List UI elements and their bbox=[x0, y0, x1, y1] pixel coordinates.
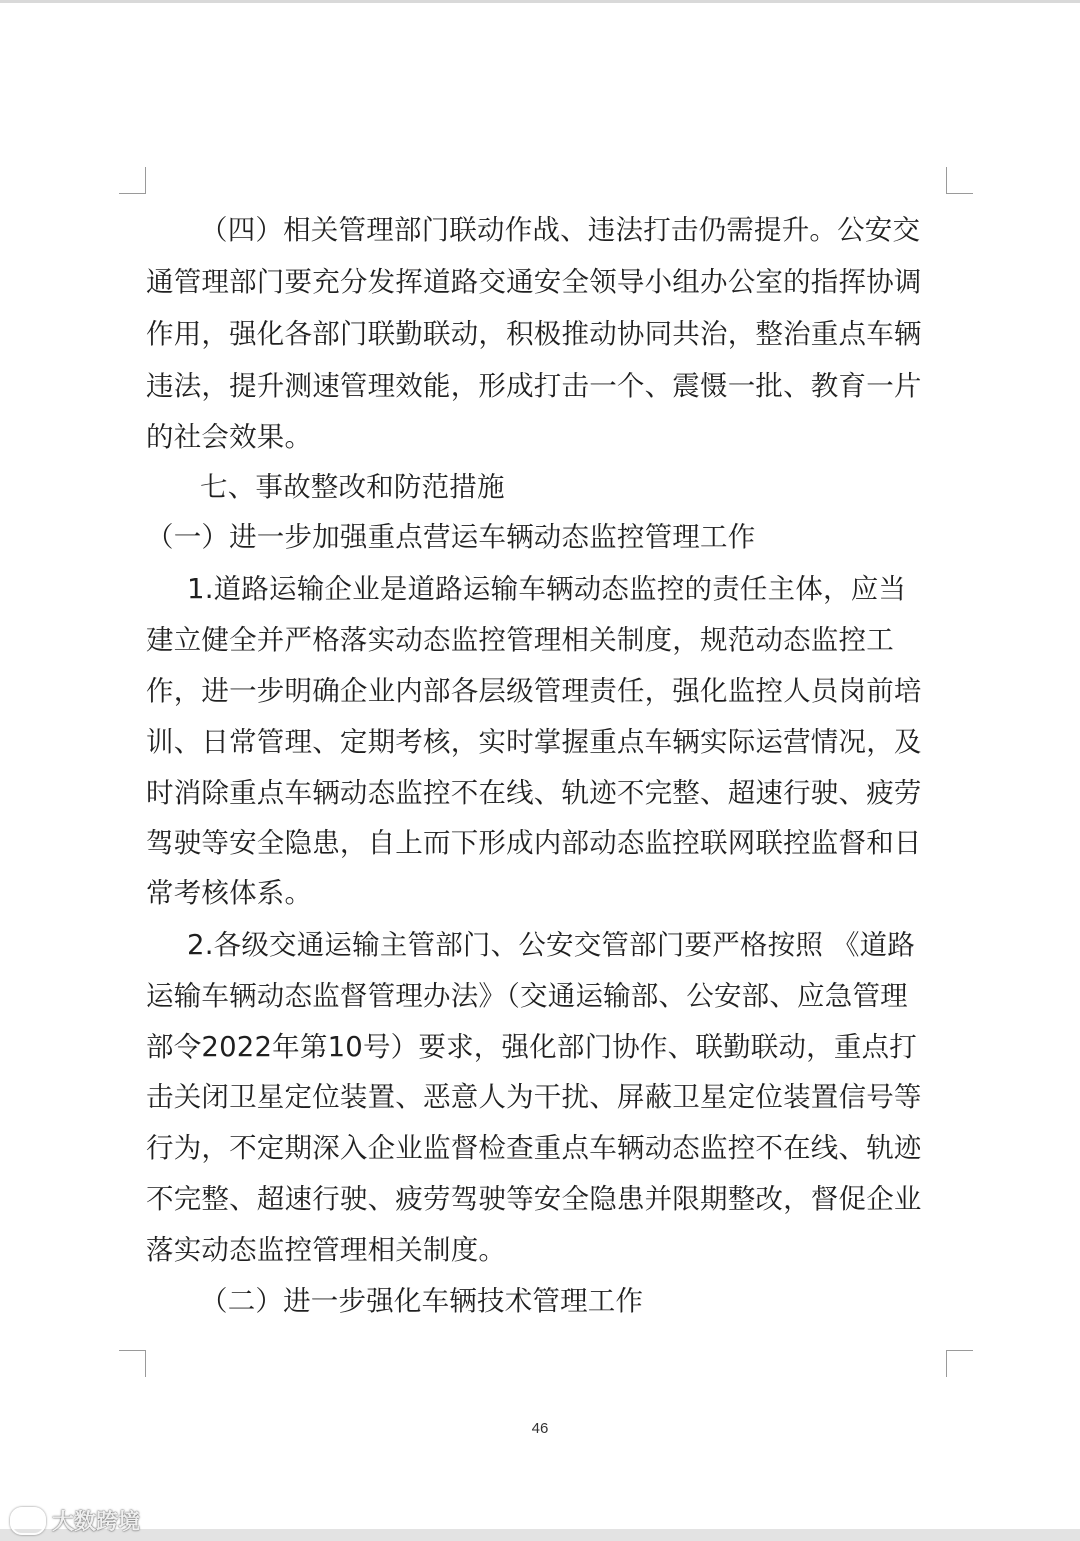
paragraph-line: 驾驶等安全隐患，自上而下形成内部动态监控联网联控监督和日 bbox=[146, 827, 922, 859]
page-bottom-edge bbox=[0, 1529, 1080, 1541]
watermark bbox=[10, 1505, 140, 1536]
paragraph-line: 部令2022年第10号）要求，强化部门协作、联勤联动，重点打 bbox=[146, 1031, 917, 1063]
paragraph-line: 时消除重点车辆动态监控不在线、轨迹不完整、超速行驶、疲劳 bbox=[146, 777, 922, 809]
paragraph-line: 1.道路运输企业是道路运输车辆动态监控的责任主体，应当 bbox=[187, 573, 907, 605]
watermark-logo-icon bbox=[10, 1507, 46, 1535]
paragraph-line: 通管理部门要充分发挥道路交通安全领导小组办公室的指挥协调 bbox=[146, 266, 922, 298]
paragraph-line: （四）相关管理部门联动作战、违法打击仍需提升。公安交 bbox=[200, 214, 921, 246]
crop-mark-top-left bbox=[119, 167, 146, 194]
paragraph-line: 落实动态监控管理相关制度。 bbox=[146, 1234, 507, 1266]
page-number: 46 bbox=[531, 1420, 549, 1437]
crop-mark-bottom-left bbox=[119, 1350, 146, 1377]
paragraph-line: 作，进一步明确企业内部各层级管理责任，强化监控人员岗前培 bbox=[146, 675, 922, 707]
paragraph-line: 训、日常管理、定期考核，实时掌握重点车辆实际运营情况，及 bbox=[146, 726, 922, 758]
section-heading: 七、事故整改和防范措施 bbox=[200, 471, 505, 503]
paragraph-line: 击关闭卫星定位装置、恶意人为干扰、屏蔽卫星定位装置信号等 bbox=[146, 1081, 922, 1113]
crop-mark-top-right bbox=[946, 167, 973, 194]
paragraph-line: 2.各级交通运输主管部门、公安交管部门要严格按照 《道路 bbox=[187, 929, 916, 961]
paragraph-line: 常考核体系。 bbox=[146, 877, 313, 909]
page-top-edge bbox=[0, 0, 1080, 3]
paragraph-line: 运输车辆动态监督管理办法》（交通运输部、公安部、应急管理 bbox=[146, 980, 908, 1012]
paragraph-line: 行为，不定期深入企业监督检查重点车辆动态监控不在线、轨迹 bbox=[146, 1132, 922, 1164]
paragraph-line: 的社会效果。 bbox=[146, 421, 313, 453]
watermark-text: 大数跨境 bbox=[52, 1510, 141, 1535]
paragraph-line: 作用，强化各部门联勤联动，积极推动协同共治，整治重点车辆 bbox=[146, 318, 922, 350]
subsection-heading: （一）进一步加强重点营运车辆动态监控管理工作 bbox=[146, 521, 756, 553]
crop-mark-bottom-right bbox=[946, 1350, 973, 1377]
paragraph-line: 违法，提升测速管理效能，形成打击一个、震慑一批、教育一片 bbox=[146, 370, 922, 402]
paragraph-line: 建立健全并严格落实动态监控管理相关制度，规范动态监控工 bbox=[146, 624, 894, 656]
subsection-heading: （二）进一步强化车辆技术管理工作 bbox=[200, 1285, 644, 1317]
paragraph-line: 不完整、超速行驶、疲劳驾驶等安全隐患并限期整改，督促企业 bbox=[146, 1183, 922, 1215]
